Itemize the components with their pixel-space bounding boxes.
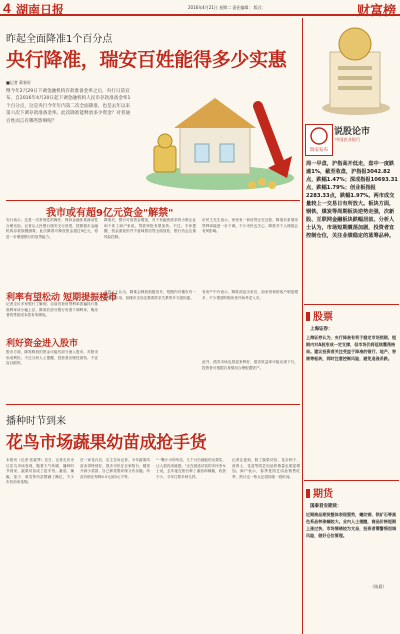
lead-headline: 央行降准，瑞安百姓能得多少实惠 <box>6 49 287 71</box>
text-money-col3: 市民王先生表示，家里有一套房贷正在还款，降准后希望房贷利率能进一步下调。不少市民也关心，降准对个人理财会有何影响。 <box>202 218 298 234</box>
stock-heading: 股票 <box>306 308 333 323</box>
text-money-col1: 央行表示，这是一次常规性的操作，保持金融体系流动性合理充裕。记者从人民银行瑞安支行获悉，按照我市金融机构存款规模测算，此次降准可释放资金超过9亿元，将进一步增强银行的放贷能力。 <box>6 218 98 239</box>
section-heading-loan: 利率有望松动 短期提振楼市 <box>6 293 118 303</box>
text-deposit-col2: 此外，债券市场也将迎来利好，债券收益率可能出现下行，投资者可根据自身情况合理配置资产。 <box>202 360 298 370</box>
paper-name: 湖南日报 <box>16 3 65 17</box>
masthead <box>0 0 400 19</box>
column-title: 说股论市 <box>334 127 371 137</box>
futures-commentary: 近期商品期货整体表现强势，螺纹钢、铁矿石等黑色系品种涨幅较大。业内人士提醒，商品价格短期上涨过快，市场情绪较为亢奋，投资者需警惕回调风险，做好仓位管理。 <box>306 512 397 538</box>
author-signature: （陈晨） <box>370 584 387 589</box>
sidebar-separator <box>304 304 399 305</box>
section-divider <box>6 200 300 201</box>
text-deposit-col1: 股市方面，降准释放的资金可能有部分流入股市，对股市形成利好。不过分析人士提醒，投资者应理性看待，不宜盲目跟风。 <box>6 350 98 366</box>
futures-source: 国泰君安期货： <box>310 504 342 509</box>
lead-byline: ■记者 蒋家好 <box>6 80 32 85</box>
futures-heading: 期货 <box>306 485 333 500</box>
column-logo <box>305 124 333 156</box>
column-sponsor: 中国农业银行 <box>335 137 361 142</box>
sidebar-divider <box>302 18 303 634</box>
text-loan-col1: 记者走访多家银行了解到，目前首套房贷利率普遍执行基准利率或小幅上浮，降准后部分银行有望下调利率，购房者的贷款成本将有所降低。 <box>6 302 98 318</box>
text-second-col4: 记者注意到，除了蔬果幼苗，花卉种子、营养土、花盆等园艺用品的销量也明显增加。商户表示，春季是园艺用品销售旺季，预计这一势头还将持续一段时间。 <box>232 458 300 479</box>
stock-commentary: 上海证券认为，央行降准有利于稳定市场预期，短期内对A股形成一定支撑，但市场仍将延续震荡格局。建议投资者关注受益于降准的银行、地产、券商等板块，同时注意控制风险，避免追涨杀跌。 <box>306 335 397 361</box>
section-title: 财富榜 <box>356 4 396 19</box>
lead-paragraph: 继今年2月29日下调金融机构存款准备金率之后，央行日前宣布，自2016年4月20日起下调金融机构人民币存款准备金率1个百分点，这是央行今年年内第二次全面降准，也是去年以来第六次下调存款准备金率。此次降准能释放多少资金？对普通百姓而言有哪些影响呢？ <box>6 89 131 124</box>
market-summary: 周一早盘，沪指高开低走，盘中一度跌逾1%，截至收盘，沪指报3042.82点，跌幅1.47%；深成指报10693.31点，跌幅1.79%；创业板指报2283.33点，跌幅1.97%。两市成交量较上一交易日有所放大。板块方面，钢铁、煤炭等周期板块逆势走强，次新股、互联网金融板块跌幅居前。分析人士认为，市场短期震荡加剧，投资者宜控制仓位，关注业绩稳定的蓝筹品种。 <box>306 161 398 239</box>
page-number: 4 <box>3 0 11 16</box>
text-second-col1: 本报讯（记者 张素琴）近日，记者走访市区花鸟市场发现，随着天气转暖，播种时节到来，蔬果幼苗成了抢手货。番茄、辣椒、茄子、黄瓜等幼苗摆满了摊位，不少市民前来选购。 <box>6 458 74 485</box>
text-loan-col3: 有房产中介表示，降准消息出来后，前来咨询的客户明显增多，不少观望的购房者开始考虑入市。 <box>202 290 298 300</box>
section-heading-deposit: 利好资金进入股市 <box>6 339 79 349</box>
second-kicker: 播种时节到来 <box>6 416 66 427</box>
coin-illustration <box>316 22 394 118</box>
sidebar-separator <box>304 480 399 481</box>
section-heading-money: 我市或有超9亿元资金"解禁" <box>46 208 174 219</box>
text-money-col2: 降准后，银行可用资金增加，对于有融资需求的小微企业和个体工商户来说，贷款审批有望加快。不过，专家提醒，资金面宽松并不意味着信贷全面放松，银行仍会注重风险控制。 <box>104 218 196 239</box>
rate-cut-illustration <box>140 86 300 196</box>
issue-info: 2016年4月21日 星期二 责任编辑： 版式： <box>188 5 266 10</box>
stock-source: 上海证券： <box>310 327 333 332</box>
lead-kicker: 昨起全面降准1个百分点 <box>6 34 113 45</box>
second-headline: 花鸟市场蔬果幼苗成抢手货 <box>6 433 207 453</box>
text-second-col3: "一颗小小的幼苗，几个月后就能结出果实，让人很有成就感。"正在挑选幼苗的市民李女士说，去年她在阳台种了番茄和辣椒，收获不少，今年打算多种几样。 <box>156 458 226 479</box>
column-logo-text: 瑞安发布 <box>310 148 328 153</box>
story-divider <box>6 404 300 405</box>
text-second-col2: 在一家花卉店，店主告诉记者，今年蔬果幼苗卖得特别好，很多市民在自家阳台、楼顶开辟小菜园，自己种菜既环保又有乐趣。幼苗价格在每株0.5元到3元不等。 <box>80 458 150 479</box>
text-loan-col2: 业内人士认为，降准会释放积极信号，短期内对楼市有一定提振作用，但楼市走向还要看供求关系等多方面因素。 <box>104 290 196 300</box>
